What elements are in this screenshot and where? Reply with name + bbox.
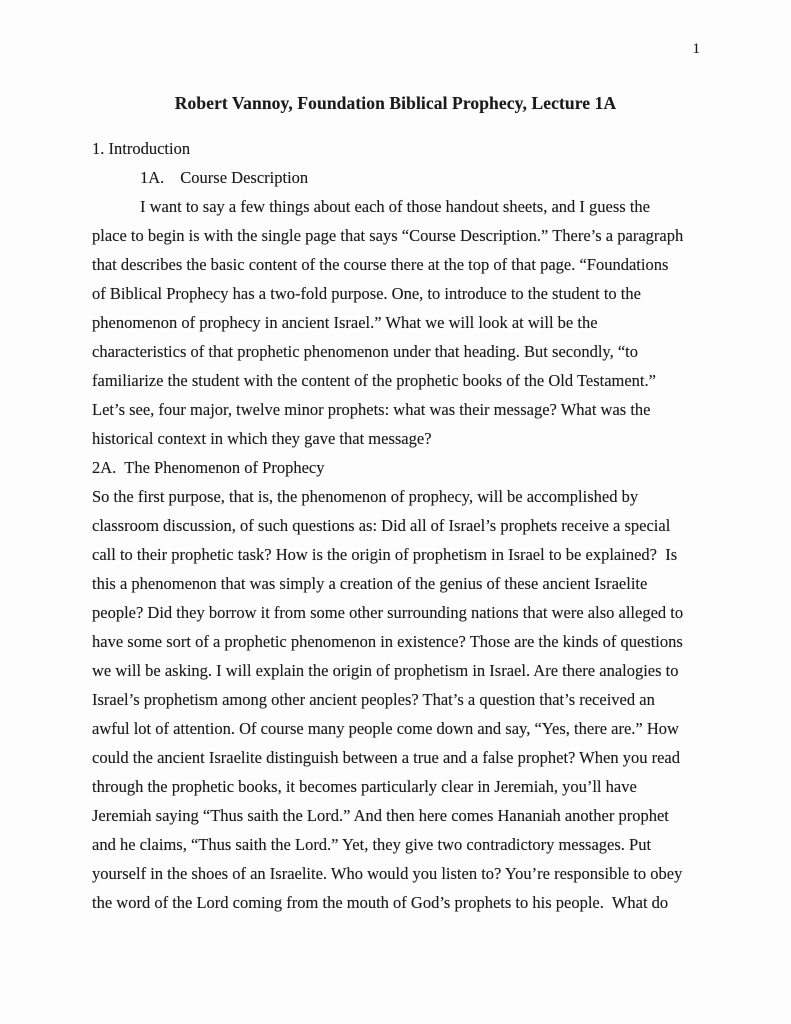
text-line: that describes the basic content of the course there at the top of that page. “Foundations [92,255,669,274]
paragraph-1 [92,192,698,453]
text-line: awful lot of attention. Of course many people come down and say, “Yes, there are.” How [92,719,679,738]
text-line: Jeremiah saying “Thus saith the Lord.” And then here comes Hananiah another prophet [92,806,669,825]
text-line: of Biblical Prophecy has a two-fold purpose. One, to introduce to the student to the [92,284,641,303]
text-line: through the prophetic books, it becomes particularly clear in Jeremiah, you’ll have [92,777,637,796]
text-line: and he claims, “Thus saith the Lord.” Yet, they give two contradictory messages. Put [92,835,652,854]
text-line: Israel’s prophetism among other ancient peoples? That’s a question that’s received an [92,690,655,709]
text-line: call to their prophetic task? How is the origin of prophetism in Israel to be explained? Is [92,545,678,564]
text-line: yourself in the shoes of an Israelite. Who would you listen to? You’re responsible to obey [92,864,683,883]
document-title: Robert Vannoy, Foundation Biblical Prophecy, Lecture 1A [174,93,617,113]
text-line: familiarize the student with the content of the prophetic books of the Old Testament.” [92,371,656,390]
paragraph-2 [92,482,698,917]
text-line: people? Did they borrow it from some other surrounding nations that were also alleged to [92,603,684,622]
text-line: characteristics of that prophetic phenomenon under that heading. But secondly, “to [92,342,639,361]
text-line: could the ancient Israelite distinguish between a true and a false prophet? When you read [92,748,680,767]
heading-2a-phenomenon-of-prophecy: 2A. The Phenomenon of Prophecy [92,458,325,477]
text-line: historical context in which they gave that message? [92,429,432,448]
heading-1a-label: 1A. [140,168,165,187]
heading-1a-course-description [92,163,698,192]
text-line: we will be asking. I will explain the origin of prophetism in Israel. Are there analogies to [92,661,679,680]
text-line: Let’s see, four major, twelve minor prophets: what was their message? What was the [92,400,651,419]
text-line: the word of the Lord coming from the mouth of God’s prophets to his people. What do [92,893,669,912]
text-line: So the first purpose, that is, the phenomenon of prophecy, will be accomplished by [92,487,639,506]
page-number: 1 [692,41,700,57]
text-line: have some sort of a prophetic phenomenon in existence? Those are the kinds of questions [92,632,683,651]
document-body [92,134,698,917]
heading-1a-title: Course Description [180,168,309,187]
heading-1-introduction: 1. Introduction [92,139,191,158]
text-line: this a phenomenon that was simply a creation of the genius of these ancient Israelite [92,574,648,593]
text-line: place to begin is with the single page that says “Course Description.” There’s a paragraph [92,226,684,245]
text-line: phenomenon of prophecy in ancient Israel.” What we will look at will be the [92,313,598,332]
text-line: classroom discussion, of such questions as: Did all of Israel’s prophets receive a special [92,516,671,535]
text-line: I want to say a few things about each of those handout sheets, and I guess the [140,197,650,216]
